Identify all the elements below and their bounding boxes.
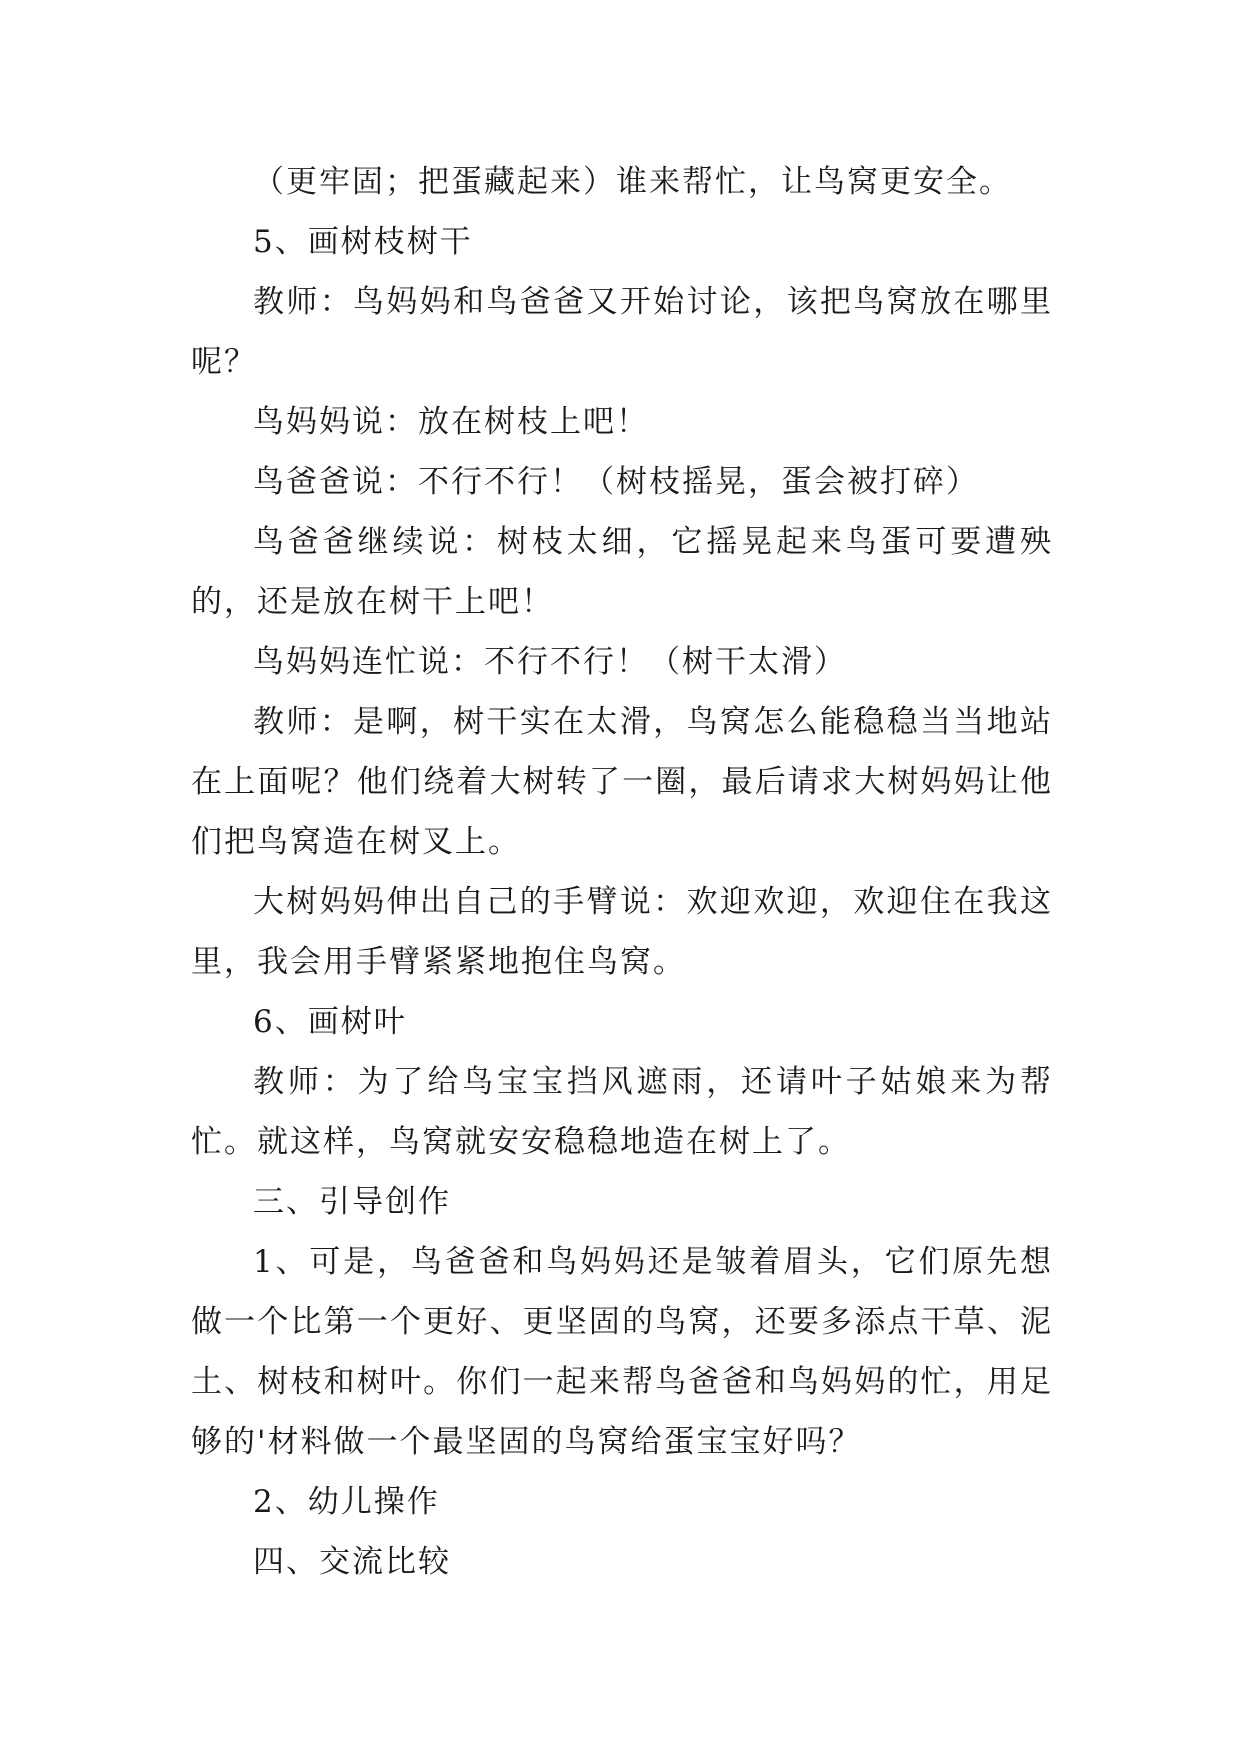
section-heading: 5、画树枝树干 (253, 224, 473, 260)
section-heading: 三、引导创作 (253, 1184, 451, 1220)
paragraph: （更牢固；把蛋藏起来）谁来帮忙，让鸟窝更安全。 (253, 164, 1012, 200)
paragraph: 鸟爸爸说：不行不行！（树枝摇晃，蛋会被打碎） (253, 464, 979, 500)
paragraph: 鸟爸爸继续说：树枝太细，它摇晃起来鸟蛋可要遭殃的，还是放在树干上吧！ (191, 524, 1053, 620)
document-body (191, 152, 1053, 1592)
paragraph: 1、可是，鸟爸爸和鸟妈妈还是皱着眉头，它们原先想做一个比第一个更好、更坚固的鸟窝，还要多添点干草、泥土、树枝和树叶。你们一起来帮鸟爸爸和鸟妈妈的忙，用足够的'材料做一个最坚固的鸟窝给蛋宝宝好吗？ (191, 1244, 1053, 1460)
paragraph: 鸟妈妈说：放在树枝上吧！ (253, 404, 649, 440)
section-heading: 2、幼儿操作 (253, 1484, 440, 1520)
paragraph: 大树妈妈伸出自己的手臂说：欢迎欢迎，欢迎住在我这里，我会用手臂紧紧地抱住鸟窝。 (191, 884, 1053, 980)
section-heading: 6、画树叶 (253, 1004, 407, 1040)
paragraph: 鸟妈妈连忙说：不行不行！（树干太滑） (253, 644, 847, 680)
paragraph: 教师：为了给鸟宝宝挡风遮雨，还请叶子姑娘来为帮忙。就这样，鸟窝就安安稳稳地造在树上了。 (191, 1064, 1053, 1160)
section-heading: 四、交流比较 (253, 1544, 451, 1580)
paragraph: 教师：鸟妈妈和鸟爸爸又开始讨论，该把鸟窝放在哪里呢？ (191, 284, 1053, 380)
paragraph: 教师：是啊，树干实在太滑，鸟窝怎么能稳稳当当地站在上面呢？他们绕着大树转了一圈，最后请求大树妈妈让他们把鸟窝造在树叉上。 (191, 704, 1053, 860)
